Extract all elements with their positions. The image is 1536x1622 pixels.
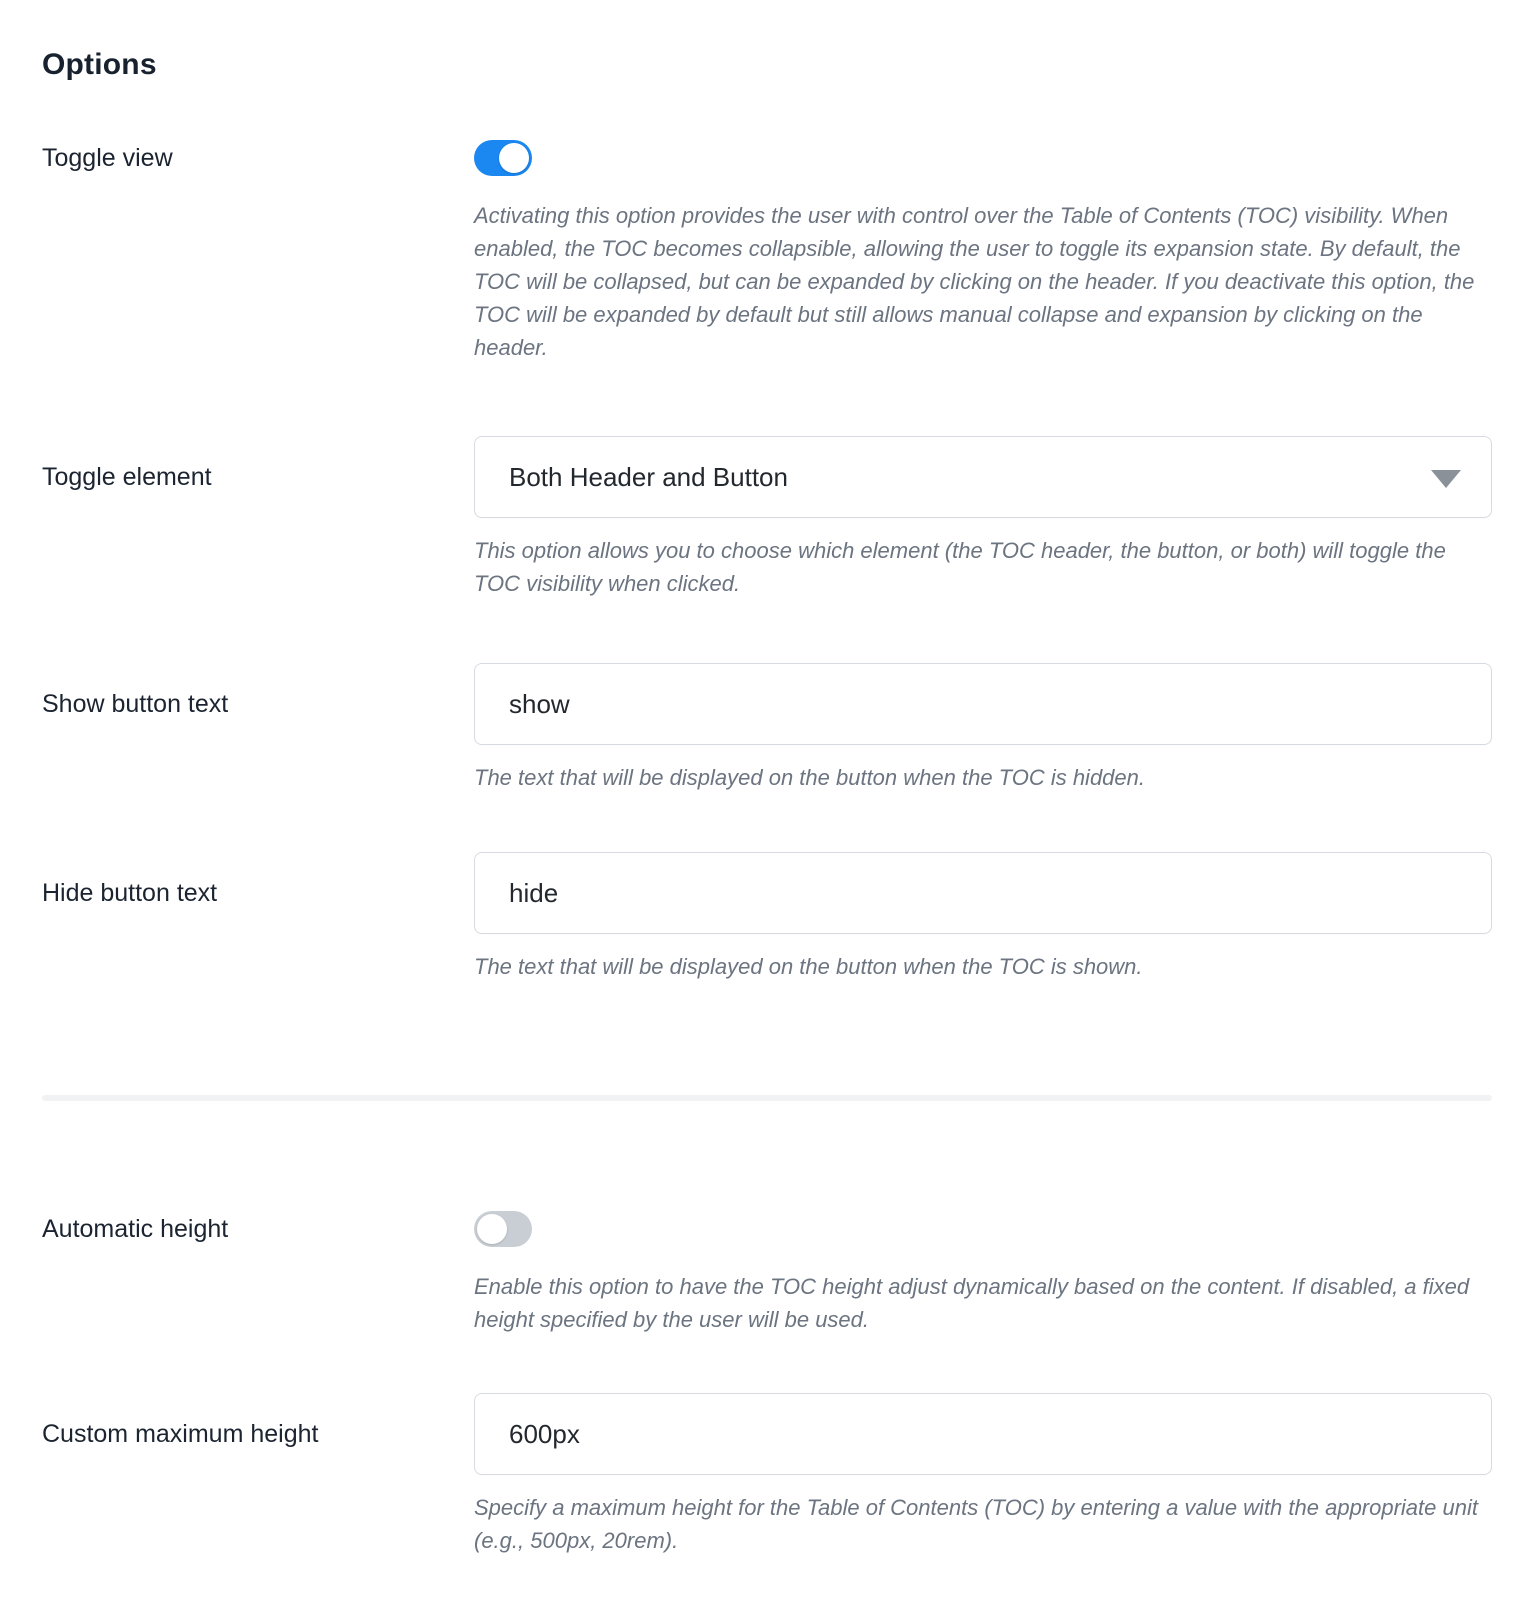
toggle-view-switch[interactable]	[474, 140, 532, 176]
form-row-show-button-text	[42, 663, 1492, 794]
toggle-element-select[interactable]	[474, 436, 1492, 518]
toggle-element-selected-value: Both Header and Button	[509, 461, 788, 492]
form-row-custom-maximum-height	[42, 1393, 1492, 1557]
toggle-view-label: Toggle view	[42, 144, 173, 172]
form-row-automatic-height	[42, 1211, 1492, 1336]
form-row-hide-button-text	[42, 852, 1492, 983]
automatic-height-switch[interactable]	[474, 1211, 532, 1247]
show-button-text-input[interactable]	[474, 663, 1492, 745]
toggle-knob	[499, 143, 529, 173]
custom-maximum-height-label: Custom maximum height	[42, 1420, 319, 1448]
hide-button-text-label: Hide button text	[42, 879, 218, 907]
toggle-knob	[477, 1214, 507, 1244]
toggle-element-label: Toggle element	[42, 463, 212, 491]
form-row-toggle-view	[42, 140, 1492, 364]
automatic-height-description: Enable this option to have the TOC height adjust dynamically based on the content. If disabled, a fixed height specified by the user will be used.	[474, 1274, 1470, 1332]
form-row-toggle-element	[42, 436, 1492, 600]
custom-maximum-height-description: Specify a maximum height for the Table of Contents (TOC) by entering a value with the appropriate unit (e.g., 500px, 20rem).	[474, 1495, 1478, 1553]
chevron-down-icon	[1431, 470, 1461, 488]
hide-button-text-input[interactable]	[474, 852, 1492, 934]
show-button-text-description: The text that will be displayed on the button when the TOC is hidden.	[474, 765, 1145, 790]
hide-button-text-description: The text that will be displayed on the button when the TOC is shown.	[474, 954, 1143, 979]
toggle-view-description: Activating this option provides the user with control over the Table of Contents (TOC) visibility. When enabled, the TOC becomes collapsible, allowing the user to toggle its expansion state. By default, the TOC will be collapsed, but can be expanded by clicking on the header. If you deactivate this option, the TOC will be expanded by default but still allows manual collapse and expansion by clicking on the header.	[474, 203, 1475, 360]
show-button-text-label: Show button text	[42, 690, 229, 718]
automatic-height-label: Automatic height	[42, 1215, 229, 1243]
section-divider	[42, 1095, 1492, 1101]
page-title: Options	[42, 48, 157, 81]
toggle-element-description: This option allows you to choose which element (the TOC header, the button, or both) will toggle the TOC visibility when clicked.	[474, 538, 1446, 596]
custom-maximum-height-input[interactable]	[474, 1393, 1492, 1475]
